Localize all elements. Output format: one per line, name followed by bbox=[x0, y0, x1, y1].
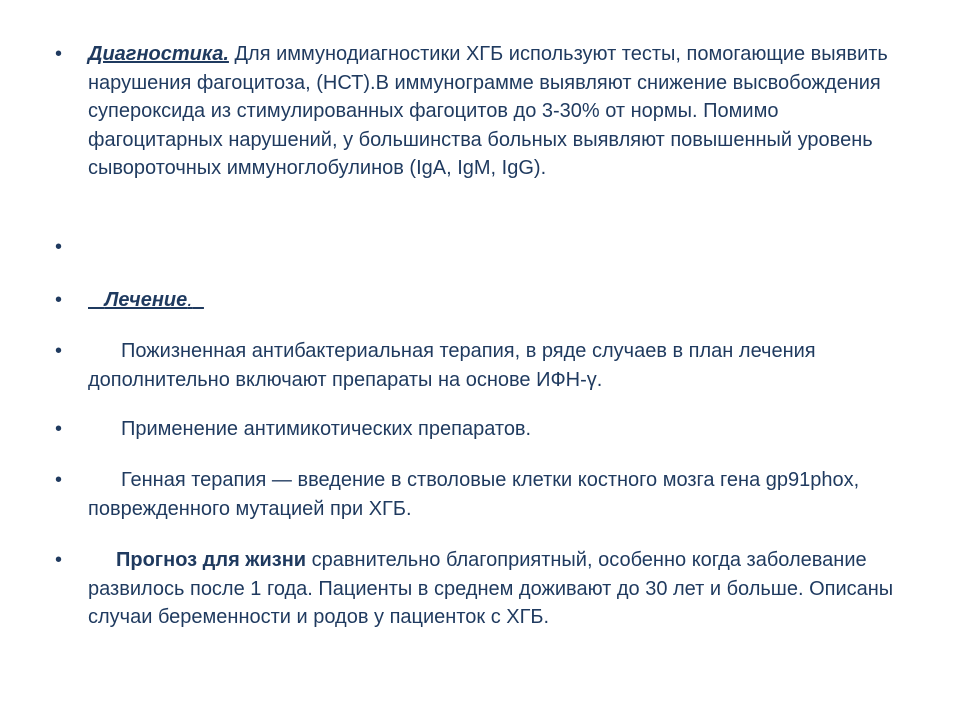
bullet-marker: • bbox=[55, 236, 63, 258]
bullet-marker: • bbox=[55, 289, 63, 311]
diagnostics-lead: Диагностика. bbox=[88, 43, 229, 65]
diagnostics-paragraph bbox=[88, 40, 908, 183]
bullet-marker: • bbox=[55, 418, 63, 440]
prognosis-text: сравнительно благоприятный, особенно когда заболевание развилось после 1 года. Пациенты в среднем доживают до 30 лет и больше. Описаны случаи беременности и родов у пациенток с ХГБ. bbox=[88, 549, 894, 629]
treatment-heading-label: Лечение bbox=[104, 289, 188, 311]
prognosis-paragraph bbox=[88, 546, 908, 632]
treatment-heading bbox=[88, 286, 908, 315]
prognosis-lead: Прогноз для жизни bbox=[116, 549, 307, 571]
treatment-item-text bbox=[88, 466, 908, 523]
treatment-item-text bbox=[88, 415, 908, 444]
bullet-marker: • bbox=[55, 469, 63, 491]
treatment-heading-suffix: . bbox=[187, 289, 193, 311]
bullet-marker: • bbox=[55, 549, 63, 571]
treatment-item-2: Применение антимикотических препаратов. bbox=[121, 418, 532, 440]
treatment-item-text bbox=[88, 337, 908, 394]
bullet-marker: • bbox=[55, 43, 63, 65]
treatment-item-1: Пожизненная антибактериальная терапия, в ряде случаев в план лечения дополнительно включают препараты на основе ИФН-γ. bbox=[88, 340, 816, 391]
treatment-item-3: Генная терапия — введение в стволовые клетки костного мозга гена gp91phox, поврежденного мутацией при ХГБ. bbox=[88, 469, 860, 520]
bullet-marker: • bbox=[55, 340, 63, 362]
diagnostics-text: Для иммунодиагностики ХГБ используют тесты, помогающие выявить нарушения фагоцитоза, (НСТ).В иммунограмме выявляют снижение высвобождения супероксида из стимулированных фагоцитов до 3-30% от нормы. Помимо фагоцитарных нарушений, у большинства больных выявляют повышенный уровень сывороточных иммуноглобулинов (IgA, IgM, IgG). bbox=[88, 43, 888, 180]
